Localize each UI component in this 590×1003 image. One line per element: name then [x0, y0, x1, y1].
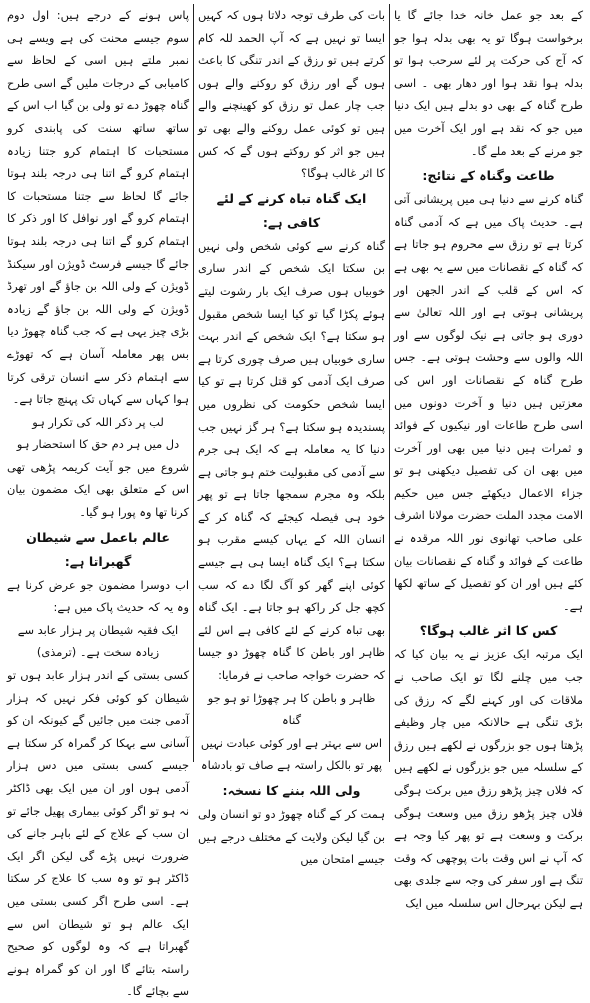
verse-line: لب پر ذکر اللہ کی تکرار ہو [32, 414, 164, 429]
text-column-right [390, 4, 587, 910]
paragraph: کسی بستی کے اندر ہزار عابد ہوں تو شیطان کو کوئی فکر نہیں کہ ہزار آدمی جنت میں جائیں گے کیونکہ ان کو آسانی سے بہکا کر گمراہ کر سکتا ہے جیسے کسی بستی میں دس ہزار آدمی ہوں اور ان میں ایک بھی ڈاکٹر نہ ہو تو اگر کوئی بیماری پھیل جائے تو ان سب کے علاج کے لئے باہر جانے کی ضرورت نہیں پڑے گی لیکن اگر ایک ڈاکٹر ہو تو وہ سب کا علاج کر سکتا ہے۔ اسی طرح اگر کسی بستی میں ایک عالم ہو تو شیطان اس سے گھبراتا ہے کہ وہ لوگوں کو صحیح راستہ بتائے گا اور ان کو گمراہ ہونے سے بچائے گا۔ [7, 668, 189, 999]
paragraph: اب دوسرا مضمون جو عرض کرنا ہے وہ یہ کہ حدیث پاک میں ہے: [7, 577, 189, 615]
paragraph: کے بعد جو عمل خانہ خدا جائے گا یا برخواست ہوگا تو یہ بھی بدلہ ہوا جو کہ آج کی حرکت پر لئے سرحب ہوا تو بدلہ ہوا نقد ہوا اور دھار بھی ۔ اسی طرح گناہ کے بھی دو بدلے ہیں ایک دنیا میں جو کہ نقد ہے اور ایک آخرت میں جو مرنے کے بعد ملے گا۔ [394, 8, 583, 158]
paragraph: ہمت کر کے گناہ چھوڑ دو تو انسان ولی بن گیا لیکن ولایت کے مختلف درجے ہیں جیسے امتحان میں [198, 807, 385, 867]
verse-line: دل میں ہر دم حق کا استحضار ہو [16, 437, 180, 452]
text-column-left [3, 4, 193, 999]
section-heading: کس کا اثر غالب ہوگا؟ [419, 623, 558, 639]
verse-line: اس سے بہتر ہے اور کوئی عبادت نہیں [200, 735, 383, 750]
paragraph: پاس ہونے کے درجے ہیں: اول دوم سوم جیسے محنت کی ہے ویسے ہی نمبر ملتے ہیں اسی کے لحاظ سے کامیابی کے درجات ملیں گے اسی طرح گناہ چھوڑ دے تو ولی بن گیا اب اس کے ساتھ ساتھ سنت کی پابندی کرو مستحبات کا اہتمام کرو جتنا زیادہ اہتمام کرو گے اتنا ہی درجہ بلند ہوتا جائے گا لحاظ سے جتنا مستحبات کا اہتمام کرو گے اور نوافل کا اور ذکر کا اہتمام کرو گے اتنا ہی درجہ بلند ہوتا جائے گا جیسے فرسٹ ڈویژن اور سیکنڈ ڈویژن کے ولی اللہ بن جاؤ گے اور تھرڈ ڈویژن کے ولی اللہ بن جاؤ گے زیادہ بڑی چیز یہی ہے کہ جب گناہ چھوڑ دیا بس پھر معاملہ آسان ہے کہ تھوڑے سے اہتمام ذکر سے انسان ترقی کرتا ہوا کہاں سے کہاں تک پہنچ جاتا ہے۔ [7, 8, 189, 407]
verse-line: ظاہر و باطن کا ہر چھوڑا تو ہو جو گناہ [207, 690, 376, 728]
paragraph: ایک مرتبہ ایک عزیز نے یہ بیان کیا کہ جب میں چلنے لگا تو ایک صاحب نے ملاقات کی اور کہنے لگے کہ رزق کی بڑی تنگی ہے حالانکہ میں چار وظیفے پڑھتا ہوں جو بزرگوں نے لکھے ہیں رزق کے سلسلہ میں جو بزرگوں نے لکھے ہیں کہ فلاں چیز پڑھو رزق میں برکت ہوگی فلاں چیز پڑھو رزق میں وسعت ہوگی برکت و وسعت ہے تو پھر کیا وجہ ہے کہ آپ نے اس وقت بات پوچھی کہ وقت تنگ ہے اور سفر کی وجہ سے جلدی بھی ہے لیکن بہرحال اس سلسلہ میں ایک [394, 647, 583, 910]
paragraph: گناہ کرنے سے دنیا ہی میں پریشانی آتی ہے۔ حدیث پاک میں ہے کہ آدمی گناہ کرتا ہے تو رزق سے محروم ہو جاتا ہے کہ گناہ کے نقصانات میں سے یہ بھی ہے کہ اس کے قلب کے اندر الجھن اور پریشانی ہوتی ہے اور اللہ تعالیٰ سے دوری ہو جاتی ہے نیک لوگوں سے اور اللہ والوں سے وحشت ہوتی ہے۔ جس طرح گناہ کے نقصانات اور اس کی معزتیں ہیں دنیا و آخرت دونوں میں اسی طرح طاعات اور نیکیوں کے فوائد و ثمرات ہیں دنیا میں بھی اور آخرت میں بھی ان کی تفصیل دیکھنی ہو تو جزاء الاعمال دیکھئے جس میں حکیم الامت مجدد الملت حضرت مولانا اشرف علی صاحب تھانوی نور اللہ مرقدہ نے طاعت کے فوائد و گناہ کے نقصانات بیان کئے ہیں اور ان کو تفصیل کے ساتھ لکھا ہے۔ [394, 192, 583, 613]
verse-line: ایک فقیہ شیطان پر ہزار عابد سے زیادہ سخت ہے۔ (ترمذی) [17, 622, 179, 660]
paragraph: شروع میں جو آیت کریمہ پڑھی تھی اس کے متعلق بھی ایک مضمون بیان کرنا تھا وہ پورا ہو گیا۔ [7, 459, 189, 520]
paragraph: بات کی طرف توجہ دلاتا ہوں کہ کہیں ایسا تو نہیں ہے کہ آپ الحمد للہ کام کرتے ہیں تو رزق کے اندر تنگی کا باعث ہوں گے اور رزق کو روکنے والے ہوں جب چار عمل تو رزق کو کھینچنے والے ہیں تو کوئی عمل روکنے والے بھی تو ہیں جو اثر کو روکتے ہوں گے کہ کس کا اثر غالب ہوگا؟ [198, 8, 385, 181]
verse-line: پھر تو بالکل راستہ ہے صاف تو بادشاہ [200, 758, 383, 773]
section-heading: ولی اللہ بننے کا نسخہ: [222, 783, 361, 798]
paragraph: گناہ کرنے سے کوئی شخص ولی نہیں بن سکتا ایک شخص کے اندر ساری خوبیاں ہوں صرف ایک بار رشوت لیتے ہوئے پکڑا گیا تو کیا ایسا شخص مقبول ہو سکتا ہے؟ ایک شخص کے اندر بہت ساری خوبیاں ہیں صرف چوری کرتا ہے صرف ایک آدمی کو قتل کرتا ہے تو کیا ایسا شخص حکومت کی نظروں میں پسندیدہ ہو سکتا ہے؟ ہر گز نہیں جب دنیا کا یہ معاملہ ہے کہ ایک ہی جرم سے آدمی کی مقبولیت ختم ہو جاتی ہے بلکہ وہ مجرم سمجھا جاتا ہے تو پھر خود ہی فیصلہ کیجئے کہ گناہ کر کے انسان اللہ کے یہاں کیسے مقرب ہو سکتا ہے؟ ایک گناہ ایسا ہی ہے جیسے کوئی اپنے گھر کو آگ لگا دے کہ سب کچھ جل کر راکھ ہو جاتا ہے۔ ایک گناہ بھی تباہ کرنے کے لئے کافی ہے اس لئے ظاہر اور باطن کا گناہ چھوڑ دو جیسا کہ حضرت خواجہ صاحب نے فرمایا: [198, 238, 385, 683]
text-column-middle [193, 4, 390, 867]
section-heading: طاعت وگناہ کے نتائج: [422, 168, 555, 184]
section-heading: عالم باعمل سے شیطان گھبراتا ہے: [26, 529, 170, 569]
section-heading: ایک گناہ تباہ کرنے کے لئے کافی ہے: [216, 190, 367, 230]
